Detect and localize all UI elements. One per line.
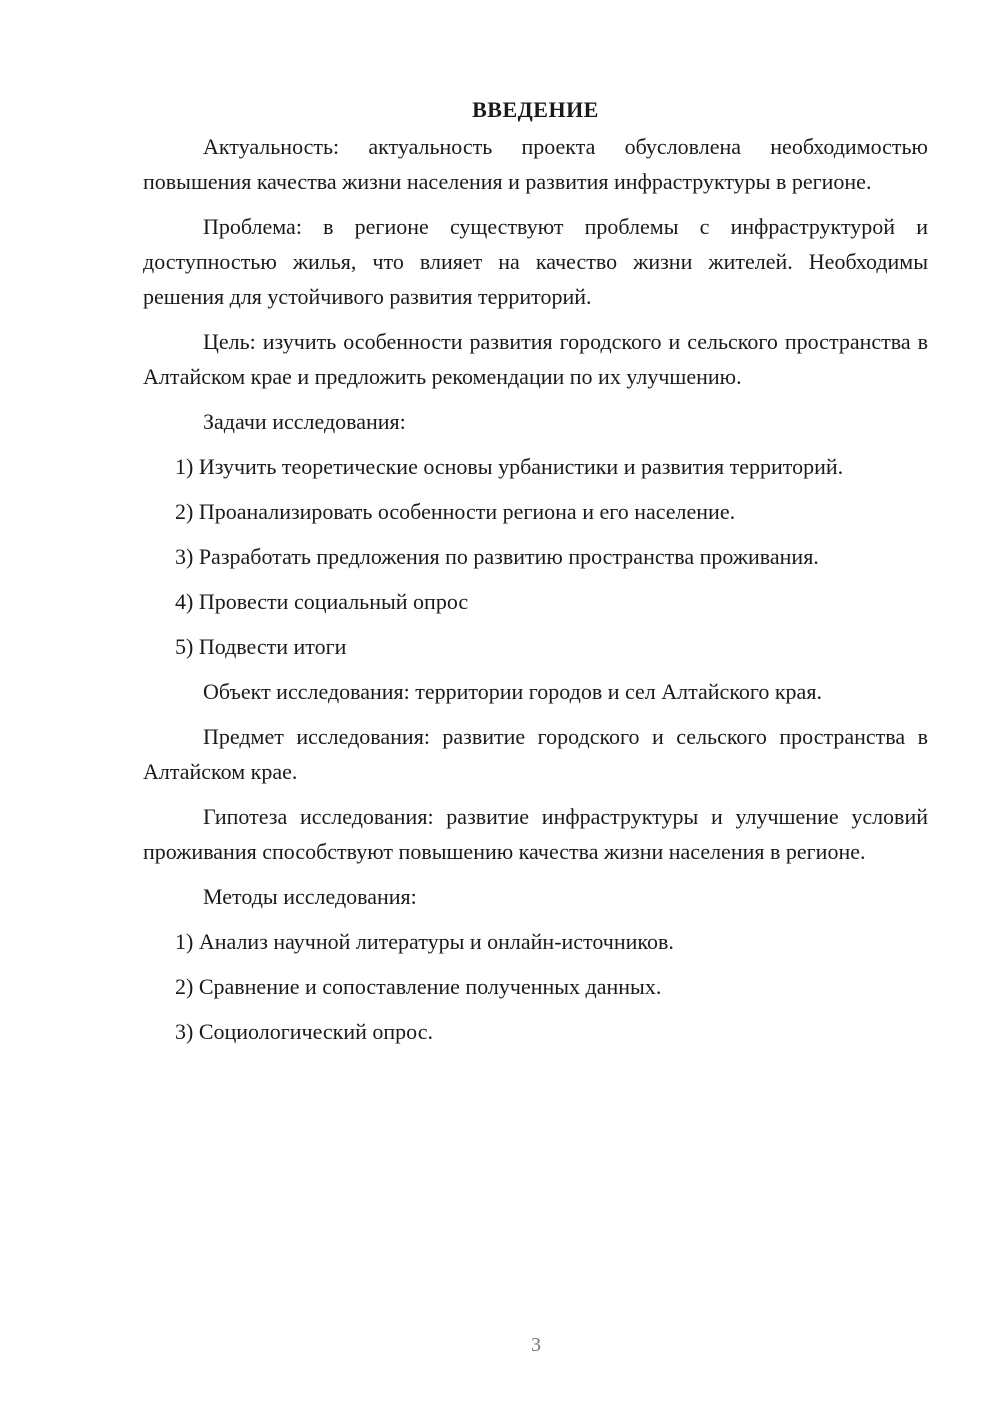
tasks-list xyxy=(143,449,928,664)
object-paragraph: Объект исследования: территории городов и сел Алтайского края. xyxy=(203,679,822,704)
task-item-5: 5) Подвести итоги xyxy=(175,634,347,659)
task-item-4: 4) Провести социальный опрос xyxy=(175,589,469,614)
page-title: ВВЕДЕНИЕ xyxy=(472,97,599,122)
method-item-1: 1) Анализ научной литературы и онлайн-источников. xyxy=(175,929,674,954)
methods-heading: Методы исследования: xyxy=(203,884,417,909)
problem-paragraph: Проблема: в регионе существуют проблемы с инфраструктурой и доступностью жилья, что влияет на качество жизни жителей. Необходимы решения для устойчивого развития территорий. xyxy=(143,214,928,309)
method-item-2: 2) Сравнение и сопоставление полученных данных. xyxy=(175,974,662,999)
tasks-heading: Задачи исследования: xyxy=(203,409,406,434)
document-page xyxy=(143,92,928,1059)
relevance-paragraph: Актуальность: актуальность проекта обусловлена необходимостью повышения качества жизни населения и развития инфраструктуры в регионе. xyxy=(143,134,928,194)
method-item-3: 3) Социологический опрос. xyxy=(175,1019,433,1044)
task-item-3: 3) Разработать предложения по развитию пространства проживания. xyxy=(175,544,819,569)
methods-list xyxy=(143,924,928,1049)
task-item-2: 2) Проанализировать особенности региона и его население. xyxy=(175,499,736,524)
goal-paragraph: Цель: изучить особенности развития городского и сельского пространства в Алтайском крае и предложить рекомендации по их улучшению. xyxy=(143,329,928,389)
page-number: 3 xyxy=(531,1334,541,1356)
task-item-1: 1) Изучить теоретические основы урбанистики и развития территорий. xyxy=(175,454,844,479)
hypothesis-paragraph: Гипотеза исследования: развитие инфраструктуры и улучшение условий проживания способствуют повышению качества жизни населения в регионе. xyxy=(143,804,928,864)
subject-paragraph: Предмет исследования: развитие городского и сельского пространства в Алтайском крае. xyxy=(143,724,928,784)
